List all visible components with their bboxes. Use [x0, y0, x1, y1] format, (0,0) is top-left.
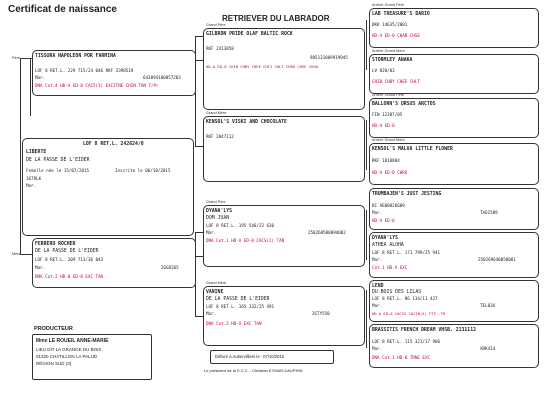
- subject-mar: Mar.: [26, 183, 37, 188]
- ancestor-4-name: TRUMBAJEN'S JUST JESTING: [372, 192, 442, 197]
- producer-box: [32, 334, 152, 380]
- president-signature-line: Le président de la S.C.C. : Christian EYMAR-DAUPHIN: [204, 368, 303, 373]
- ancestor-7-name: BRASSITIS FRENCH DREAM VHSB. 2131112: [372, 328, 476, 333]
- gp-paternal-sire-lof: RKF 2413058: [206, 46, 234, 51]
- producer-address-1: LIEU DIT LA GRANGE DU BOIS: [36, 347, 102, 352]
- sire-mar: Mar.: [35, 75, 46, 80]
- ancestor-3-lof: RKF 1810884: [372, 158, 400, 163]
- pere-label: Père: [12, 56, 21, 60]
- subject-affix: DE LA PASSE DE L'EIDER: [26, 158, 90, 163]
- arriere-grand-pere-label-2: Arrière Grand Père: [372, 93, 405, 97]
- ancestor-2-health: HD-A ED-0: [372, 123, 395, 128]
- ancestor-1-lof: LV 820/03: [372, 68, 395, 73]
- ancestor-7-mar: Mar.: [372, 346, 383, 351]
- ancestor-7-chip: XRK414: [480, 346, 496, 351]
- grand-mere-label-1: Grand Mère: [206, 111, 227, 115]
- gp-maternal-dam-mar: Mar.: [206, 311, 217, 316]
- ancestor-6-lof: LOF 8 RET.L. 86 134/11 427: [372, 296, 438, 301]
- sire-lof: LOF 8 RET.L. 229 715/24 046 RKF 3398519: [35, 68, 134, 73]
- gp-maternal-dam-name: VANINE: [206, 290, 224, 295]
- gp-maternal-sire-lof: LOF 8 RET.L. 195 546/22 630: [206, 223, 275, 228]
- dam-chip: 2GGR265: [161, 265, 179, 270]
- gp-paternal-sire-name: GILBRON PRIDE OLAF BALTIC ROCK: [206, 32, 293, 37]
- subject-birth: Femelle née le 15/07/2015: [26, 168, 90, 173]
- ancestor-4-mar: Mar.: [372, 210, 383, 215]
- grand-pere-label-2: Grand Père: [206, 200, 226, 204]
- gp-maternal-dam-lof: LOF 8 RET.L. 165 132/25 491: [206, 304, 275, 309]
- certificate-title: Certificat de naissance: [8, 4, 117, 15]
- ancestor-box-5: [369, 232, 539, 278]
- subject-registered: Inscrite le 06/10/2015: [115, 168, 171, 173]
- arriere-grand-pere-label-1: Arrière Grand Père: [372, 3, 405, 7]
- gp-paternal-dam-lof: RKF 2047112: [206, 134, 234, 139]
- producer-name: Mme LE ROUEIL ANNE-MARIE: [36, 338, 109, 344]
- ancestor-2-lof: FIN 12387/05: [372, 112, 403, 117]
- ancestor-6-mar: Mar.: [372, 303, 383, 308]
- producteur-label: PRODUCTEUR: [34, 326, 73, 332]
- gp-maternal-sire-chip: 250268500094002: [308, 230, 346, 235]
- sire-chip: 643094100057203: [143, 75, 181, 80]
- ancestor-4-lof: KC AE00826609: [372, 203, 405, 208]
- ancestor-1-health: CHIB CHBY CHEE CHLT: [372, 79, 420, 84]
- ancestor-6-affix: DU BOIS DES LILAS: [372, 290, 422, 295]
- gp-maternal-dam-box: [203, 286, 365, 346]
- dam-health: DNA Cot.2 HD-0 ED-0 EXC TAN: [35, 274, 104, 279]
- gp-paternal-sire-health: HD-A ED-0 CHIB CHBY CHEE CHFI CHLT CHRU CHSE CHUA: [206, 64, 319, 69]
- ancestor-4-chip: TAO1509: [480, 210, 498, 215]
- ancestor-box-1: [369, 54, 539, 94]
- sire-box: [32, 50, 196, 96]
- gp-paternal-sire-box: [203, 28, 365, 110]
- ancestor-box-4: [369, 188, 539, 230]
- producer-address-2: 01320 CHATILLON LA PALUD: [36, 354, 98, 359]
- ancestor-5-health: Cot.1 HD-A EXC: [372, 265, 408, 270]
- ancestor-6-name: LEND: [372, 284, 384, 289]
- arriere-grand-mere-label-2: Arrière Grand Mère: [372, 138, 405, 142]
- ancestor-2-name: BALLORN'S URSUS ARCTOS: [372, 102, 436, 107]
- grand-pere-label-1: Grand Père: [206, 23, 226, 27]
- producer-region: RÉGION SUD (3): [36, 361, 72, 366]
- gp-maternal-sire-mar: Mar.: [206, 230, 217, 235]
- gp-maternal-dam-chip: 2GTY550: [312, 311, 330, 316]
- gp-maternal-sire-health: DNA Cot.1 HD-A ED-0 CACS(2) TAN: [206, 238, 285, 243]
- gp-paternal-dam-box: [203, 116, 365, 182]
- subject-id: 167RLK: [26, 176, 42, 181]
- ancestor-0-name: LAB TREASURE'S DARIO: [372, 12, 430, 17]
- gp-maternal-dam-health: DNA Cot.2 HD-A EXC TAN: [206, 321, 262, 326]
- subject-box: [22, 138, 194, 236]
- dam-name: FERRERO ROCHER: [35, 242, 76, 247]
- arriere-grand-mere-label-1: Arrière Grand Mère: [372, 49, 405, 53]
- gp-maternal-sire-name: DYANA'LYS: [206, 209, 232, 214]
- ancestor-7-lof: LOF 8 RET.L. 115 321/17 906: [372, 339, 441, 344]
- mere-label: Mère: [12, 252, 21, 256]
- gp-maternal-sire-box: [203, 205, 365, 267]
- ancestor-0-health: HD-A ED-0 CHAB CHSE: [372, 33, 420, 38]
- dam-mar: Mar.: [35, 265, 46, 270]
- subject-lof: LOF 8 RET.L. 242624/0: [83, 142, 144, 147]
- ancestor-7-health: DNA Cot.1 HD-0 TRNE EXC: [372, 355, 430, 360]
- ancestor-5-lof: LOF 8 RET.L. 171 799/25 941: [372, 250, 441, 255]
- ancestor-5-mar: Mar.: [372, 257, 383, 262]
- sire-name: TISSURA NAPOLEON POR FARMINA: [35, 54, 116, 59]
- ancestor-box-3: [369, 143, 539, 185]
- ancestor-6-health: HD-A ED-A CACIS CACIB(4) FTF--TR: [372, 311, 446, 316]
- gp-maternal-sire-affix: DOM JUAN: [206, 216, 230, 221]
- ancestor-6-chip: TEL036: [480, 303, 496, 308]
- ancestor-3-health: HD-A ED-0 CHRU: [372, 170, 408, 175]
- ancestor-1-name: STORMLEY ANAKA: [372, 58, 413, 63]
- gp-paternal-dam-name: KENSOL'S VISKI AND CHOCOLATE: [206, 120, 287, 125]
- ancestor-box-7: [369, 324, 539, 368]
- sire-health: DNA Cot.4 HD-A ED-0 CAC5(3) EXCITNE CHIN TAN TrPr: [35, 83, 159, 88]
- gp-paternal-sire-chip: 985121009919945: [310, 55, 348, 60]
- grand-mere-label-2: Grand Mère: [206, 281, 227, 285]
- breed-title: RETRIEVER DU LABRADOR: [222, 14, 330, 23]
- subject-name: LIBERTE: [26, 150, 47, 155]
- delivery-date: Délivré à Aubervilliers le : 07/10/2015: [215, 354, 285, 359]
- ancestor-box-2: [369, 98, 539, 138]
- dam-box: [32, 238, 196, 288]
- ancestor-5-name: DYANA'LYS: [372, 236, 398, 241]
- gp-maternal-dam-affix: DE LA PASSE DE L'EIDER: [206, 297, 270, 302]
- dam-affix: DE LA PASSE DE L'EIDER: [35, 249, 99, 254]
- ancestor-box-0: [369, 8, 539, 48]
- delivery-box: [210, 350, 334, 364]
- ancestor-5-chip: 250269640050081: [478, 257, 516, 262]
- ancestor-3-name: KENSOL'S MALVA LITTLE FLOWER: [372, 147, 453, 152]
- ancestor-4-health: HD-A ED-0: [372, 218, 395, 223]
- ancestor-5-affix: ATHEA ALOHA: [372, 243, 404, 248]
- ancestor-box-6: [369, 280, 539, 322]
- ancestor-0-lof: DKK 14635/2001: [372, 22, 408, 27]
- dam-lof: LOF 8 RET.L. 209 713/36 843: [35, 257, 104, 262]
